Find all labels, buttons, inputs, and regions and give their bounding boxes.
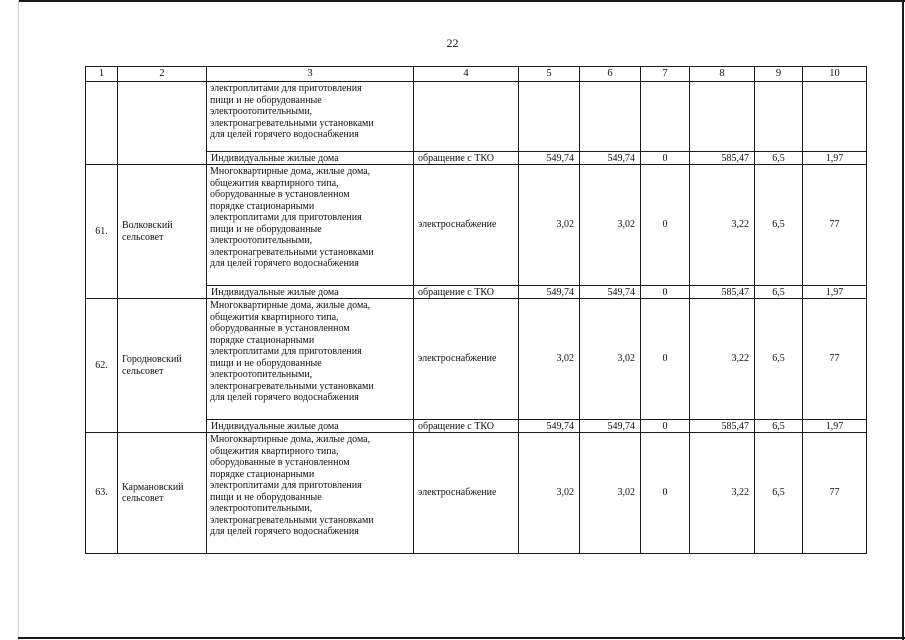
value-cell: 1,97 (803, 152, 867, 165)
value-cell: 3,22 (690, 433, 755, 554)
value-cell: 549,74 (580, 420, 641, 433)
value-cell: 0 (641, 152, 690, 165)
value-cell: 77 (803, 433, 867, 554)
value-cell: 585,47 (690, 152, 755, 165)
empty-cell (414, 82, 519, 152)
description-line: электроплитами для приготовления (210, 83, 362, 94)
description-line: электронагревательными установками (210, 514, 374, 526)
empty-cell (755, 82, 803, 152)
description-line: для целей горячего водоснабжения (210, 526, 359, 537)
description-line: электронагревательными установками (210, 246, 374, 258)
value-cell: 6,5 (755, 433, 803, 554)
settlement-cell: Кармановский сельсовет (118, 433, 207, 554)
description-line: электроотопительными, (210, 369, 313, 380)
description-line: электроплитами для приготовления (210, 480, 362, 491)
value-cell: 3,02 (519, 299, 580, 420)
number-cell: 62. (86, 299, 118, 433)
description-cell (207, 433, 414, 554)
header-cell: 2 (118, 67, 207, 82)
settlement-cell (118, 82, 207, 165)
description-line: электроплитами для приготовления (210, 346, 362, 357)
table-row-main (86, 433, 867, 554)
description-line: оборудованные в установленном (210, 323, 350, 334)
value-cell: 3,02 (580, 165, 641, 286)
page-border-right (902, 0, 904, 640)
category-cell: Индивидуальные жилые дома (207, 286, 414, 299)
description-line: общежития квартирного типа, (210, 177, 339, 189)
value-cell: 0 (641, 420, 690, 433)
value-cell: 6,5 (755, 299, 803, 420)
description-line: электроотопительными, (210, 503, 313, 514)
value-cell: 1,97 (803, 420, 867, 433)
category-cell: Индивидуальные жилые дома (207, 152, 414, 165)
description-line: порядке стационарными (210, 200, 315, 212)
description-line: электронагревательными установками (210, 380, 374, 392)
table-row-main (86, 165, 867, 286)
value-cell: 0 (641, 433, 690, 554)
value-cell: 549,74 (580, 152, 641, 165)
service-cell: электроснабжение (414, 299, 519, 420)
value-cell: 77 (803, 165, 867, 286)
header-cell: 9 (755, 67, 803, 82)
description-line: электроотопительными, (210, 235, 313, 246)
description-line: для целей горячего водоснабжения (210, 258, 359, 269)
value-cell: 3,22 (690, 165, 755, 286)
service-cell: обращение с ТКО (414, 286, 519, 299)
value-cell: 6,5 (755, 286, 803, 299)
value-cell: 6,5 (755, 165, 803, 286)
description-line: пищи и не оборудованные (210, 223, 322, 235)
value-cell: 0 (641, 165, 690, 286)
table-row-continuation (86, 82, 867, 152)
service-cell: электроснабжение (414, 165, 519, 286)
description-line: общежития квартирного типа, (210, 311, 339, 323)
value-cell: 77 (803, 299, 867, 420)
description-line: Многоквартирные дома, жилые дома, (210, 166, 371, 177)
category-cell: Индивидуальные жилые дома (207, 420, 414, 433)
description-line: пищи и не оборудованные (210, 94, 322, 106)
header-row (86, 67, 867, 82)
header-cell: 5 (519, 67, 580, 82)
value-cell: 549,74 (519, 152, 580, 165)
table-row-main (86, 299, 867, 420)
description-line: Многоквартирные дома, жилые дома, (210, 434, 371, 445)
page-border-left (18, 0, 19, 640)
value-cell: 585,47 (690, 286, 755, 299)
description-line: для целей горячего водоснабжения (210, 129, 359, 140)
description-line: для целей горячего водоснабжения (210, 392, 359, 403)
description-line: электронагревательными установками (210, 117, 374, 129)
header-cell: 10 (803, 67, 867, 82)
value-cell: 585,47 (690, 420, 755, 433)
number-cell (86, 82, 118, 165)
description-line: электроотопительными, (210, 106, 313, 117)
value-cell: 6,5 (755, 420, 803, 433)
page-border-bottom (18, 637, 905, 639)
description-line: пищи и не оборудованные (210, 357, 322, 369)
number-cell: 61. (86, 165, 118, 299)
header-cell: 1 (86, 67, 118, 82)
value-cell: 0 (641, 286, 690, 299)
settlement-cell: Городновский сельсовет (118, 299, 207, 433)
header-cell: 8 (690, 67, 755, 82)
description-line: пищи и не оборудованные (210, 491, 322, 503)
description-cell (207, 299, 414, 420)
description-line: Многоквартирные дома, жилые дома, (210, 300, 371, 311)
description-cell (207, 165, 414, 286)
service-cell: обращение с ТКО (414, 152, 519, 165)
value-cell: 3,02 (580, 433, 641, 554)
value-cell: 549,74 (580, 286, 641, 299)
value-cell: 3,02 (580, 299, 641, 420)
value-cell: 6,5 (755, 152, 803, 165)
value-cell: 1,97 (803, 286, 867, 299)
header-cell: 7 (641, 67, 690, 82)
service-cell: электроснабжение (414, 433, 519, 554)
description-line: электроплитами для приготовления (210, 212, 362, 223)
header-cell: 3 (207, 67, 414, 82)
description-cell (207, 82, 414, 152)
number-cell: 63. (86, 433, 118, 554)
empty-cell (803, 82, 867, 152)
value-cell: 549,74 (519, 420, 580, 433)
description-line: оборудованные в установленном (210, 189, 350, 200)
description-line: оборудованные в установленном (210, 457, 350, 468)
settlement-cell: Волковский сельсовет (118, 165, 207, 299)
empty-cell (690, 82, 755, 152)
value-cell: 3,02 (519, 165, 580, 286)
empty-cell (641, 82, 690, 152)
description-line: общежития квартирного типа, (210, 445, 339, 457)
header-cell: 4 (414, 67, 519, 82)
description-line: порядке стационарными (210, 334, 315, 346)
description-line: порядке стационарными (210, 468, 315, 480)
page-number: 22 (446, 36, 459, 50)
value-cell: 549,74 (519, 286, 580, 299)
empty-cell (580, 82, 641, 152)
page-border-top (18, 0, 905, 2)
value-cell: 0 (641, 299, 690, 420)
tariff-table (85, 66, 867, 554)
empty-cell (519, 82, 580, 152)
value-cell: 3,02 (519, 433, 580, 554)
value-cell: 3,22 (690, 299, 755, 420)
header-cell: 6 (580, 67, 641, 82)
service-cell: обращение с ТКО (414, 420, 519, 433)
